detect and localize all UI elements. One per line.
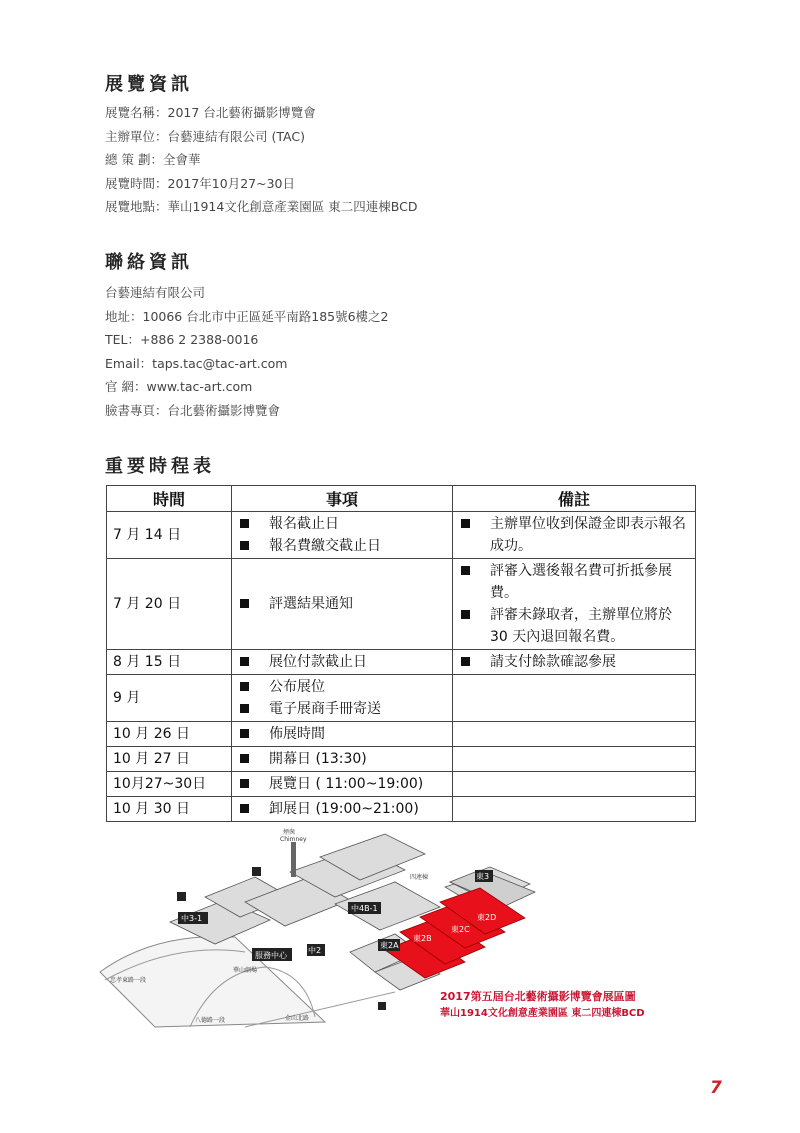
table-row bbox=[107, 797, 696, 822]
map-caption-venue: 華山1914文化創意產業園區 東二四連棟BCD bbox=[440, 1008, 645, 1019]
label-e3: 東3 bbox=[476, 872, 490, 881]
header-note: 備註 bbox=[453, 486, 696, 512]
square-bullet-icon bbox=[240, 804, 249, 813]
row-time: 10 月 30 日 bbox=[107, 797, 232, 822]
list-item: 報名費繳交截止日 bbox=[238, 535, 446, 557]
row-time: 10 月 27 日 bbox=[107, 747, 232, 772]
parking-icon bbox=[252, 867, 261, 876]
label-service: 服務中心 bbox=[255, 951, 287, 960]
label-chimney-en: Chimney bbox=[280, 836, 307, 843]
contact-phone: TEL：+886 2 2388-0016 bbox=[105, 332, 259, 347]
header-time: 時間 bbox=[107, 486, 232, 512]
row-time: 9 月 bbox=[107, 675, 232, 722]
list-item: 展覽日 ( 11:00~19:00) bbox=[238, 773, 446, 795]
list-item: 開幕日 (13:30) bbox=[238, 748, 446, 770]
label-c4b-1: 中4B-1 bbox=[351, 904, 378, 913]
list-item: 佈展時間 bbox=[238, 723, 446, 745]
table-row bbox=[107, 650, 696, 675]
exhibition-venue: 展覽地點：華山1914文化創意產業園區 東二四連棟BCD bbox=[105, 199, 418, 214]
square-bullet-icon bbox=[240, 754, 249, 763]
contact-facebook[interactable]: 臉書專頁：台北藝術攝影博覽會 bbox=[105, 402, 281, 418]
label-road2: 忠孝東路一段 bbox=[110, 977, 147, 984]
exhibition-organizer: 主辦單位：台藝連結有限公司 (TAC) bbox=[105, 128, 305, 144]
square-bullet-icon bbox=[240, 519, 249, 528]
table-row bbox=[107, 559, 696, 650]
chimney-icon bbox=[291, 842, 296, 877]
square-bullet-icon bbox=[240, 657, 249, 666]
list-item: 公布展位 bbox=[238, 676, 446, 698]
contact-address: 地址：10066 台北市中正區延平南路185號6樓之2 bbox=[105, 308, 389, 324]
list-item: 評審未錄取者，主辦單位將於 30 天內退回報名費。 bbox=[459, 604, 689, 648]
schedule-header-row bbox=[107, 486, 696, 512]
contact-email[interactable]: Email：taps.tac@tac-art.com bbox=[105, 355, 288, 371]
parking-icon bbox=[378, 1002, 386, 1010]
row-time: 8 月 15 日 bbox=[107, 650, 232, 675]
label-c2: 中2 bbox=[308, 946, 322, 955]
square-bullet-icon bbox=[461, 610, 470, 619]
list-item: 評審入選後報名費可折抵參展費。 bbox=[459, 560, 689, 604]
label-c3-1: 中3-1 bbox=[181, 914, 203, 923]
table-row bbox=[107, 772, 696, 797]
contact-heading: 聯絡資訊 bbox=[105, 252, 193, 273]
list-item: 主辦單位收到保證金即表示報名成功。 bbox=[459, 513, 689, 557]
parking-icon bbox=[177, 892, 186, 901]
list-item: 評選結果通知 bbox=[238, 593, 446, 615]
square-bullet-icon bbox=[240, 599, 249, 608]
table-row bbox=[107, 722, 696, 747]
list-item: 報名截止日 bbox=[238, 513, 446, 535]
list-item: 展位付款截止日 bbox=[238, 651, 446, 673]
table-row bbox=[107, 747, 696, 772]
table-row bbox=[107, 675, 696, 722]
map-caption-title: 2017第五屆台北藝術攝影博覽會展區圖 bbox=[440, 990, 636, 1003]
label-chimney: 煙囪 bbox=[283, 829, 296, 836]
list-item: 電子展商手冊寄送 bbox=[238, 698, 446, 720]
square-bullet-icon bbox=[461, 657, 470, 666]
label-huashan: 華山劇場 bbox=[233, 967, 258, 974]
label-forest: 四連棟 bbox=[410, 874, 429, 881]
table-row bbox=[107, 512, 696, 559]
venue-map bbox=[95, 822, 685, 1032]
list-item: 請支付餘款確認參展 bbox=[459, 651, 689, 673]
label-e2c: 東2C bbox=[451, 925, 470, 934]
schedule-table bbox=[106, 485, 696, 822]
label-road3: 金山北路 bbox=[285, 1015, 310, 1022]
exhibition-info bbox=[105, 101, 418, 219]
row-time: 7 月 20 日 bbox=[107, 559, 232, 650]
label-road1: 八德路一段 bbox=[195, 1017, 226, 1024]
row-time: 10 月 26 日 bbox=[107, 722, 232, 747]
row-time: 7 月 14 日 bbox=[107, 512, 232, 559]
row-time: 10月27~30日 bbox=[107, 772, 232, 797]
exhibition-heading: 展覽資訊 bbox=[105, 74, 193, 95]
square-bullet-icon bbox=[240, 541, 249, 550]
list-item: 卸展日 (19:00~21:00) bbox=[238, 798, 446, 820]
contact-website[interactable]: 官 網：www.tac-art.com bbox=[105, 379, 253, 394]
square-bullet-icon bbox=[240, 729, 249, 738]
exhibition-dates: 展覽時間：2017年10月27~30日 bbox=[105, 175, 296, 191]
exhibition-director: 總 策 劃：全會華 bbox=[105, 152, 201, 167]
page-number: 7 bbox=[710, 1078, 722, 1098]
exhibition-name: 展覽名稱：2017 台北藝術攝影博覽會 bbox=[105, 105, 316, 120]
contact-info bbox=[105, 281, 389, 422]
square-bullet-icon bbox=[240, 779, 249, 788]
header-item: 事項 bbox=[232, 486, 453, 512]
label-e2a: 東2A bbox=[380, 941, 399, 950]
label-e2d: 東2D bbox=[477, 913, 497, 922]
square-bullet-icon bbox=[240, 682, 249, 691]
label-e2b: 東2B bbox=[413, 934, 432, 943]
contact-company: 台藝連結有限公司 bbox=[105, 285, 206, 300]
square-bullet-icon bbox=[461, 519, 470, 528]
square-bullet-icon bbox=[461, 566, 470, 575]
square-bullet-icon bbox=[240, 704, 249, 713]
schedule-heading: 重要時程表 bbox=[105, 456, 215, 477]
